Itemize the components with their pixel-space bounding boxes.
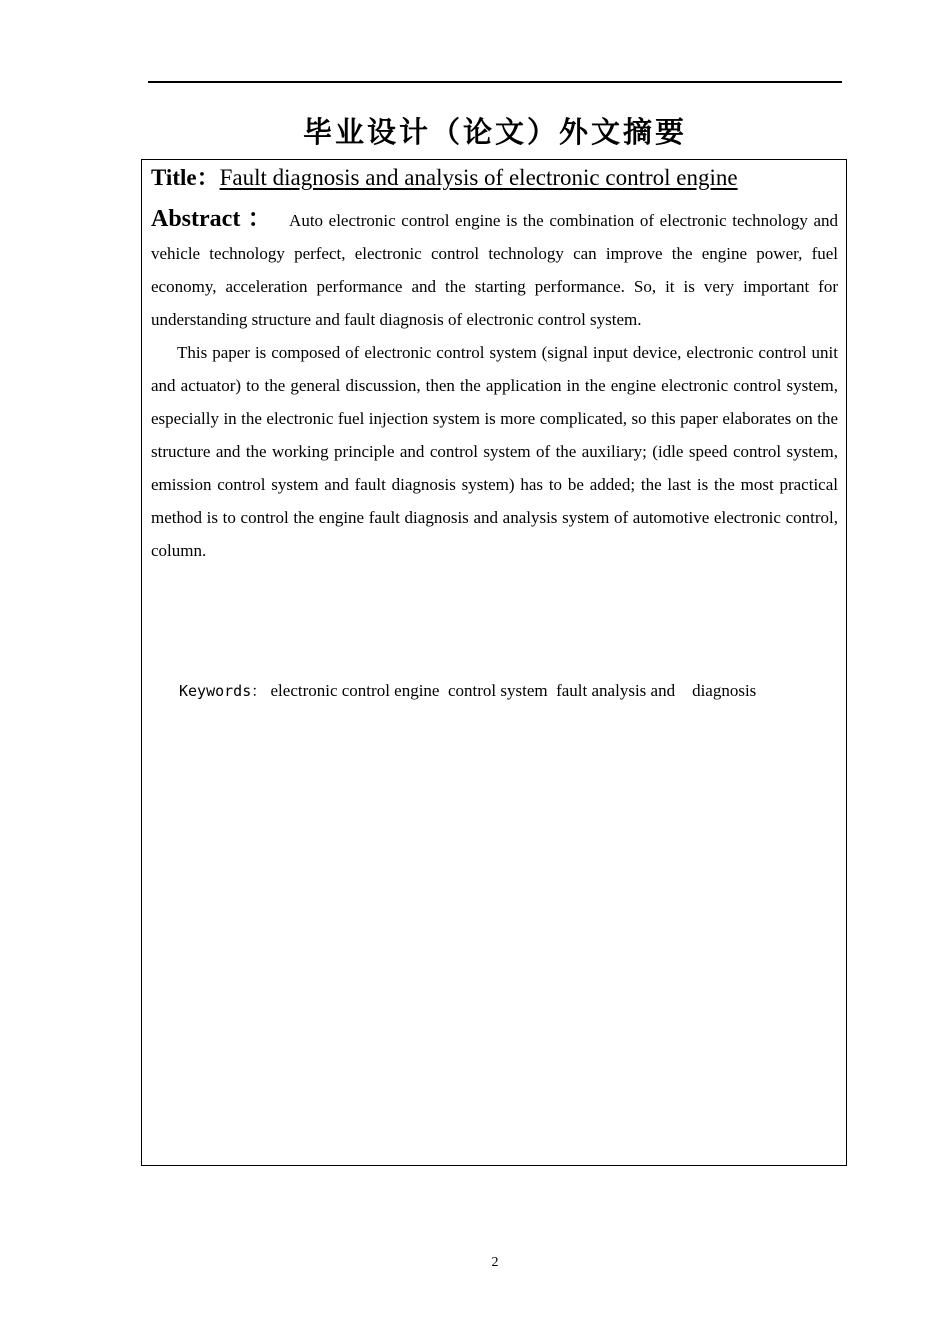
header-rule [148,81,842,83]
document-heading: 毕业设计（论文）外文摘要 [302,115,687,149]
abstract-paragraph-1 [151,203,838,336]
title-label: Title： [151,165,220,190]
abstract-section [151,203,838,567]
abstract-label: Abstract ： [151,206,274,232]
abstract-form-box [141,159,847,1166]
keywords-text: electronic control engine control system fault analysis and diagnosis [270,681,757,700]
keywords-row [179,678,756,704]
abstract-form-content [151,160,838,567]
abstract-paragraph-2: This paper is composed of electronic control system (signal input device, electronic control unit and actuator) to the general discussion, then the application in the engine electronic control system, especially in the electronic fuel injection system is more complicated, so this paper elaborates on the structure and the working principle and control system of the auxiliary; (idle speed control system, emission control system and fault diagnosis system) has to be added; the last is the most practical method is to control the engine fault diagnosis and analysis system of automotive electronic control, column. [151,343,838,560]
abstract-paragraph-1-text: Auto electronic control engine is the combination of electronic technology and vehicle technology perfect, electronic control technology can improve the engine power, fuel economy, acceleration performance and the starting performance. So, it is very important for understanding structure and fault diagnosis of electronic control system. [151,211,839,329]
page-number: 2 [491,1255,499,1270]
thesis-title: Fault diagnosis and analysis of electronic control engine [219,165,738,190]
title-row [151,163,838,193]
keywords-label: Keywords： [179,682,267,700]
